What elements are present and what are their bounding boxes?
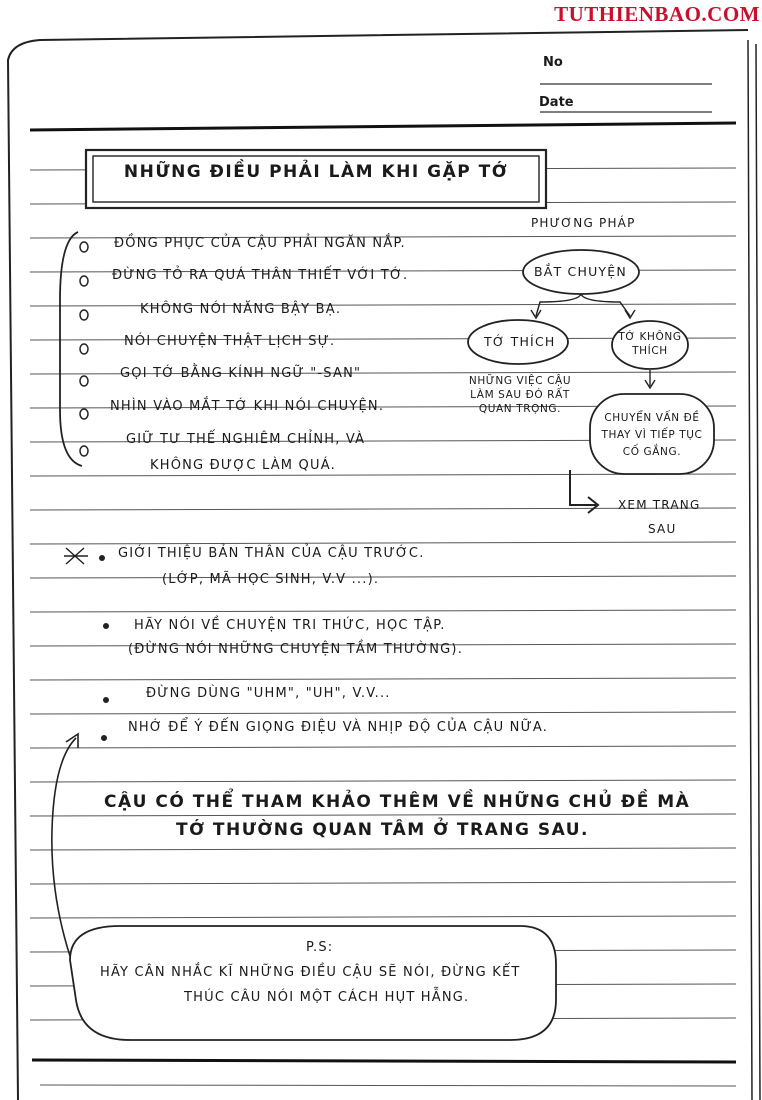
header-rule bbox=[30, 123, 736, 130]
ruled-lines bbox=[30, 168, 736, 1020]
footer-rule bbox=[32, 1060, 736, 1062]
diagram-right-label: TỚ KHÔNG THÍCH bbox=[618, 331, 682, 358]
rule-item: KHÔNG NÓI NĂNG BẬY BẠ. bbox=[140, 302, 342, 317]
no-label: No bbox=[543, 55, 563, 70]
rule-bullets bbox=[80, 242, 88, 456]
tip-bullets bbox=[99, 555, 109, 741]
see-next-line2: SAU bbox=[648, 522, 677, 536]
ps-link-arrow bbox=[52, 738, 76, 968]
reference-line1: CẬU CÓ THỂ THAM KHẢO THÊM VỀ NHỮNG CHỦ ĐỀ MÀ bbox=[104, 792, 691, 812]
tip-subline: (ĐỪNG NÓI NHỮNG CHUYỆN TẦM THƯỜNG). bbox=[128, 642, 464, 657]
rule-item: GIỮ TƯ THẾ NGHIÊM CHỈNH, VÀ bbox=[126, 432, 366, 447]
date-label: Date bbox=[539, 95, 574, 110]
diagram-heading: PHƯƠNG PHÁP bbox=[531, 216, 636, 230]
page-spine bbox=[748, 40, 760, 1100]
ps-label: P.S: bbox=[306, 940, 334, 955]
tip-subline: (LỚP, MÃ HỌC SINH, V.V ...). bbox=[162, 572, 380, 587]
watermark: TUTHIENBAO.COM bbox=[554, 2, 760, 26]
page-title: NHỮNG ĐIỀU PHẢI LÀM KHI GẶP TỚ bbox=[123, 162, 509, 182]
rule-item: ĐỒNG PHỤC CỦA CẬU PHẢI NGĂN NẮP. bbox=[114, 236, 406, 251]
see-next-line1: XEM TRANG bbox=[618, 498, 701, 512]
rule-item: ĐỪNG TỎ RA QUÁ THÂN THIẾT VỚI TỚ. bbox=[112, 268, 409, 283]
tip-line: HÃY NÓI VỀ CHUYỆN TRI THỨC, HỌC TẬP. bbox=[134, 618, 446, 633]
rule-item: GỌI TỚ BẰNG KÍNH NGỮ "-SAN" bbox=[120, 366, 362, 381]
rule-item: NÓI CHUYỆN THẬT LỊCH SỰ. bbox=[124, 334, 336, 349]
rules-bracket bbox=[60, 232, 82, 466]
ps-line1: HÃY CÂN NHẮC KĨ NHỮNG ĐIỀU CẬU SẼ NÓI, ĐỪNG KẾT bbox=[100, 965, 521, 980]
rule-item: KHÔNG ĐƯỢC LÀM QUÁ. bbox=[150, 458, 336, 473]
tip-line: ĐỪNG DÙNG "UHM", "UH", V.V... bbox=[146, 686, 391, 701]
diagram-root-label: BẮT CHUYỆN bbox=[534, 264, 627, 279]
diagram-right-note: CHUYỂN VẤN ĐỀ THAY VÌ TIẾP TỤC CỐ GẮNG. bbox=[601, 412, 703, 458]
reference-line2: TỚ THƯỜNG QUAN TÂM Ở TRANG SAU. bbox=[176, 820, 589, 840]
diagram-left-label: TỚ THÍCH bbox=[484, 334, 556, 349]
rule-item: NHÌN VÀO MẮT TỚ KHI NÓI CHUYỆN. bbox=[110, 399, 385, 414]
see-next-arrow bbox=[570, 470, 598, 513]
asterisk-mark bbox=[64, 548, 88, 564]
diagram-branch-right bbox=[581, 294, 630, 316]
tip-line: GIỚI THIỆU BẢN THÂN CỦA CẬU TRƯỚC. bbox=[118, 546, 425, 561]
diagram-left-note: NHỮNG VIỆC CẬU LÀM SAU ĐÓ RẤT QUAN TRỌNG. bbox=[468, 375, 572, 416]
tip-line: NHỚ ĐỂ Ý ĐẾN GIỌNG ĐIỆU VÀ NHỊP ĐỘ CỦA CẬU NỮA. bbox=[128, 720, 549, 735]
ps-line2: THÚC CÂU NÓI MỘT CÁCH HỤT HẪNG. bbox=[184, 990, 470, 1005]
